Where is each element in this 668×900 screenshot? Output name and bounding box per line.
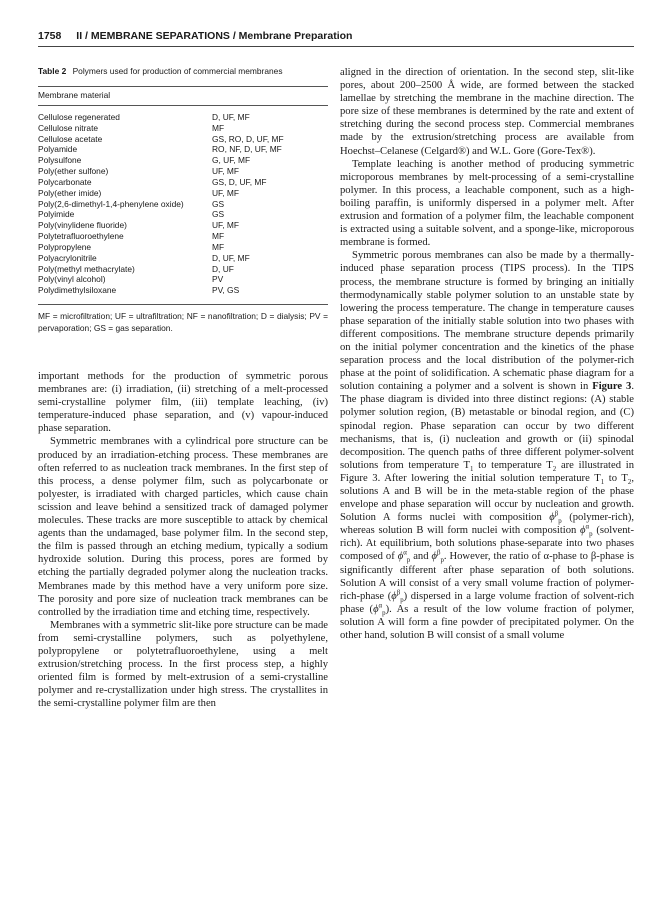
paragraph: Membranes with a symmetric slit-like pore structure can be made from semi-crystalline polymers, such as polyethylene, polypropylene or polytetrafluoroethylene, using a melt extrusion/stretching process. In the first process step, a highly oriented film is formed by melt-extrusion of a semi-crystalline polymer and re-crystallization under high stress. The crystallites in the semi-crystalline polymer film are then (38, 619, 328, 710)
membrane-material: Poly(vinylidene fluoride) (38, 220, 127, 231)
membrane-applications: PV (212, 274, 224, 285)
membrane-applications: UF, MF (212, 166, 239, 177)
table-row (38, 123, 328, 134)
membrane-material: Polytetrafluoroethylene (38, 231, 124, 242)
table-row (38, 274, 328, 285)
table-caption (38, 66, 328, 76)
membrane-material: Cellulose regenerated (38, 111, 120, 122)
membrane-applications: GS (212, 198, 225, 209)
running-title: II / MEMBRANE SEPARATIONS / Membrane Preparation (76, 30, 353, 42)
table-row (38, 166, 328, 177)
table-body (38, 106, 328, 304)
membrane-applications: MF (212, 241, 225, 252)
table-row (38, 144, 328, 155)
paragraph: Template leaching is another method of producing symmetric microporous membranes by melt-processing of a semi-crystalline polymer. In this process, a leachable component, such as a high-boiling paraffin, is uniformly dispersed in a polymer melt. After extrusion and formation of a polymer film, the leachable component is extracted using a suitable solvent, and a sponge-like, microporous membrane is formed. (340, 158, 634, 249)
table-row (38, 231, 328, 242)
table-row (38, 264, 328, 275)
membrane-applications: UF, MF (212, 187, 239, 198)
membrane-applications: MF (212, 231, 225, 242)
left-column (38, 370, 328, 710)
membrane-applications: MF (212, 122, 225, 133)
membrane-material: Polydimethylsiloxane (38, 285, 117, 296)
membrane-material: Cellulose acetate (38, 133, 103, 144)
table-row (38, 253, 328, 264)
membrane-applications: UF, MF (212, 220, 239, 231)
membrane-material: Poly(ether sulfone) (38, 166, 109, 177)
table-row (38, 285, 328, 296)
membrane-applications: GS (212, 209, 225, 220)
header-rule (38, 46, 634, 47)
membrane-applications: PV, GS (212, 285, 240, 296)
membrane-material: Polypropylene (38, 241, 92, 252)
membrane-material: Poly(methyl methacrylate) (38, 263, 135, 274)
table-row (38, 155, 328, 166)
membrane-material: Polycarbonate (38, 176, 92, 187)
membrane-material: Cellulose nitrate (38, 122, 99, 133)
membrane-material: Polyamide (38, 144, 78, 155)
running-header (38, 30, 634, 44)
membrane-material: Polyimide (38, 209, 75, 220)
membrane-applications: GS, RO, D, UF, MF (212, 133, 284, 144)
polymer-table (38, 66, 328, 334)
table-label: Table 2 (38, 66, 67, 76)
page-number: 1758 (38, 30, 62, 42)
membrane-material: Polyacrylonitrile (38, 252, 97, 263)
table-caption-text: Polymers used for production of commercial membranes (72, 66, 283, 76)
right-column (340, 66, 634, 642)
membrane-applications: G, UF, MF (212, 155, 251, 166)
table-footnote: MF = microfiltration; UF = ultrafiltration; NF = nanofiltration; D = dialysis; PV = pervaporation; GS = gas separation. (38, 311, 328, 334)
membrane-applications: D, UF (212, 263, 234, 274)
figure-reference[interactable]: Figure 3 (592, 381, 632, 393)
table-row (38, 199, 328, 210)
paragraph: Symmetric porous membranes can also be made by a thermally-induced phase separation process (TIPS process). In the TIPS process, the membrane structure is formed by bringing an initially thermodynamically stable polymer solution to an unstable state by lowering the process temperature. The change in temperature causes phase separation of the initially stable solution into two phases with different compositions. The membrane structure depends primarily on the initial polymer concentration and the kinetics of the phase separation process and the local distribution of the polymer-rich phase at the point of solidification. A schematic phase diagram for a solution containing a polymer and a solvent is shown in Figure 3. The phase diagram is divided into three distinct regions: (A) stable polymer solution region, (B) metastable or binodal region, and (C) spinodal region. Phase separation can occur by two different mechanisms, that is, (i) nucleation and growth or (ii) spinodal decomposition. The quench paths of three different polymer-solvent solutions from temperature $T_1$ to temperature $T_2$ are illustrated in Figure 3. After lowering the initial solution temperature $T_1$ to $T_2$, solutions A and B will be in the meta-stable region of the phase envelope and phase separation will occur by nucleation and growth. Solution A forms nuclei with composition $\phi^\beta_p$ (polymer-rich), whereas solution B will form nuclei with composition $\phi^\alpha_p$ (solvent-rich). At equilibrium, both solutions phase-separate into two phases composed of $\phi^\alpha_p$ and $\phi^\beta_p$. However, the ratio of α-phase to β-phase is significantly different after phase separation of both solutions. Solution A will consist of a very small volume fraction of polymer-rich-phase $(\phi^\beta_p)$ dispersed in a large volume fraction of solvent-rich phase $(\phi^\alpha_p)$. As a result of the low volume fraction of polymer, solution A will form a fine powder of precipitated polymer. On the other hand, solution B will consist of a small volume (340, 250, 635, 642)
table-row (38, 209, 328, 220)
membrane-material: Polysulfone (38, 155, 82, 166)
membrane-material: Poly(ether imide) (38, 187, 102, 198)
table-row (38, 188, 328, 199)
paragraph: important methods for the production of symmetric porous membranes are: (i) irradiation, (ii) stretching of a melt-processed semi-crystalline polymer film, (iii) template leaching, (iv) temperature-induced phase separation, and (v) vapour-induced phase separation. (38, 371, 328, 435)
paragraph: aligned in the direction of orientation. In the second step, slit-like pores, about 200–2500 Å wide, are formed between the stacked lamellae by stretching the membrane in the machine direction. The pore size of these membranes is determined by the rate and extent of stretching during the second process step. Commercial membranes made by the extrusion/stretching process are available from Hoechst–Celanese (Celgard®) and W.L. Gore (Gore-Tex®). (340, 67, 634, 157)
table-row (38, 112, 328, 123)
table-row (38, 220, 328, 231)
membrane-applications: D, UF, MF (212, 252, 250, 263)
table-column-header: Membrane material (38, 90, 111, 101)
membrane-material: Poly(vinyl alcohol) (38, 274, 106, 285)
paragraph: Symmetric membranes with a cylindrical pore structure can be produced by an irradiation-etching process. These membranes are often referred to as nucleation track membranes. In the first step of this process, a dense polymer film, such as polycarbonate or polyester, is irradiated with charged particles, which cause chain scission and leave behind a sensitized track of damaged polymer molecules. These tracks are more susceptible to attack by chemical agents than the undamaged, base polymer film. In the second step, the film is passed through an etching medium, typically a sodium hydroxide solution. During this process, pores are formed by etching the partially degraded polymer along the nucleation tracks. Membranes made by this method have a very uniform pore size. The porosity and pore size of nucleation track membranes can be controlled by the irradiation time and etching time, respectively. (38, 436, 328, 618)
table-row (38, 177, 328, 188)
membrane-material: Poly(2,6-dimethyl-1,4-phenylene oxide) (38, 198, 184, 209)
membrane-applications: RO, NF, D, UF, MF (212, 144, 282, 155)
table-row (38, 134, 328, 145)
table-row (38, 242, 328, 253)
membrane-applications: D, UF, MF (212, 111, 250, 122)
membrane-applications: GS, D, UF, MF (212, 176, 267, 187)
